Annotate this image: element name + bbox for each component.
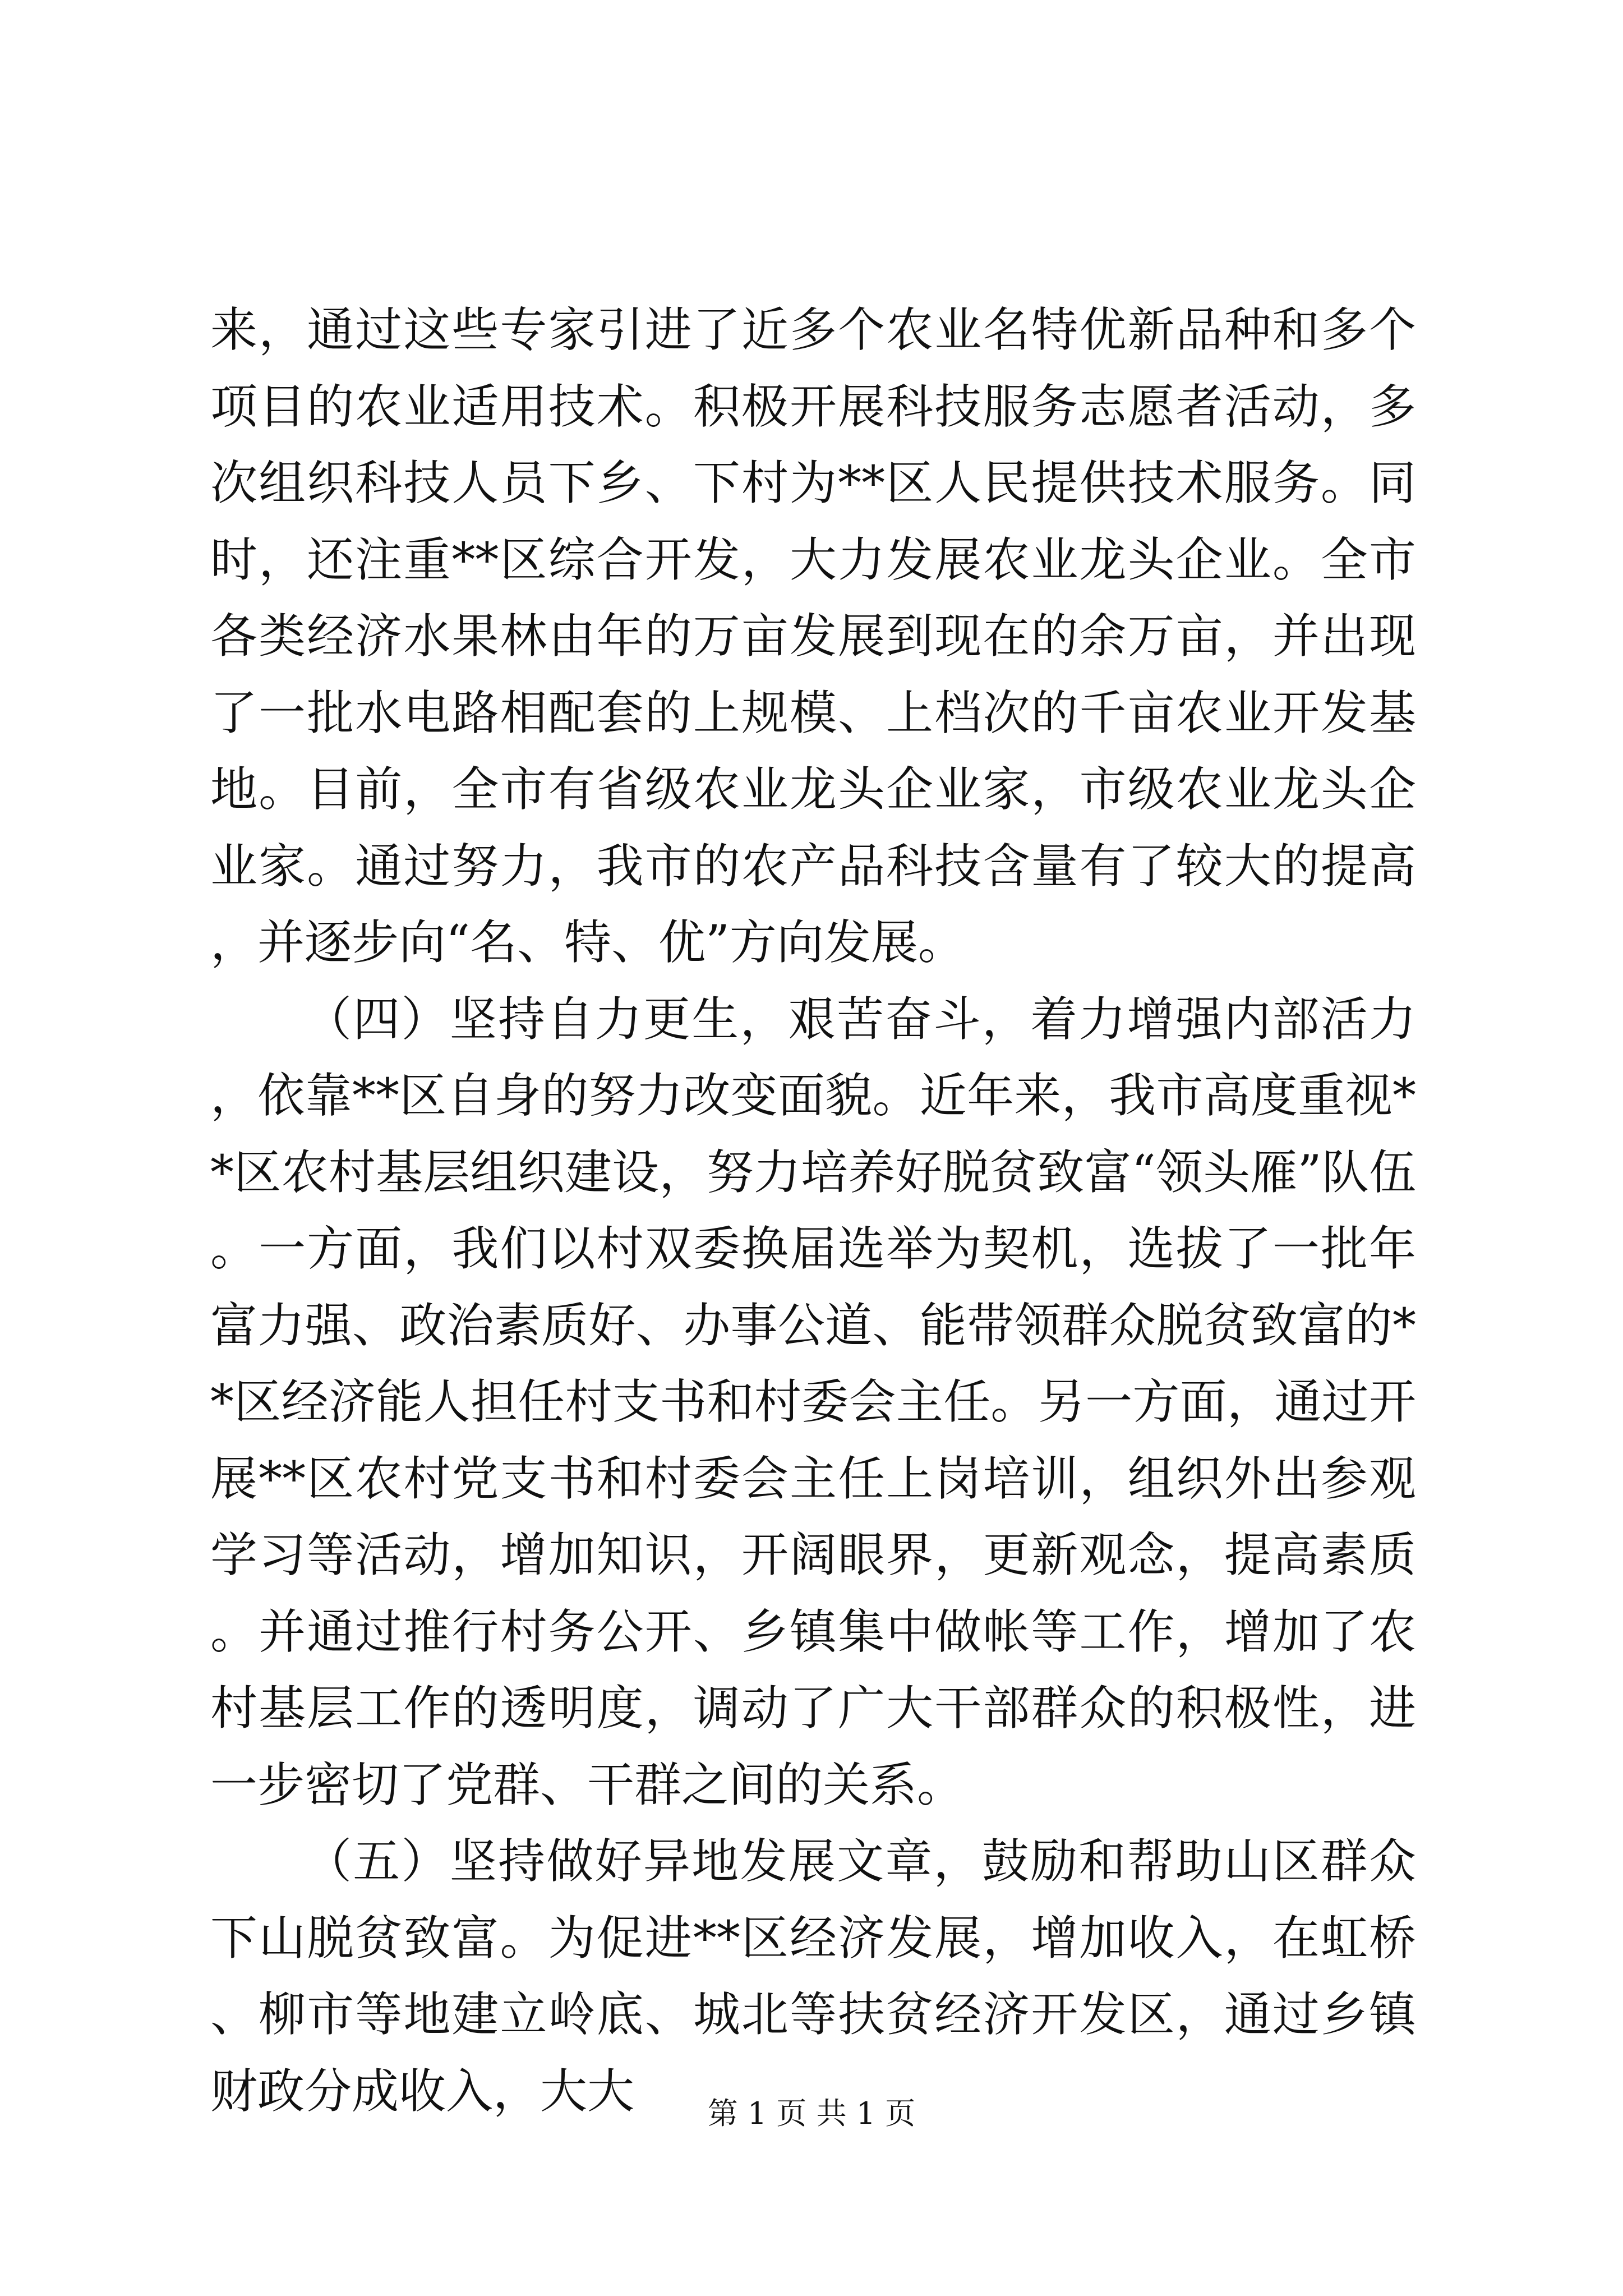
document-body — [210, 292, 1416, 2129]
paragraph-section-four: （四）坚持自力更生，艰苦奋斗，着力增强内部活力，依靠**区自身的努力改变面貌。近年来，我市高度重视**区农村基层组织建设，努力培养好脱贫致富“领头雁”队伍。一方面，我们以村双委换届选举为契机，选拔了一批年富力强、政治素质好、办事公道、能带领群众脱贫致富的**区经济能人担任村支书和村委会主任。另一方面，通过开展**区农村党支书和村委会主任上岗培训，组织外出参观学习等活动，增加知识，开阔眼界，更新观念，提高素质。并通过推行村务公开、乡镇集中做帐等工作，增加了农村基层工作的透明度，调动了广大干部群众的积极性，进一步密切了党群、干群之间的关系。 — [210, 991, 1416, 1812]
paragraph-continued: 来，通过这些专家引进了近多个农业名特优新品种和多个项目的农业适用技术。积极开展科技服务志愿者活动，多次组织科技人员下乡、下村为**区人民提供技术服务。同时，还注重**区综合开发，大力发展农业龙头企业。全市各类经济水果林由年的万亩发展到现在的余万亩，并出现了一批水电路相配套的上规模、上档次的千亩农业开发基地。目前，全市有省级农业龙头企业家，市级农业龙头企业家。通过努力，我市的农产品科技含量有了较大的提高，并逐步向“名、特、优”方向发展。 — [210, 302, 1416, 970]
paragraph-section-five: （五）坚持做好异地发展文章，鼓励和帮助山区群众下山脱贫致富。为促进**区经济发展，增加收入，在虹桥、柳市等地建立岭底、城北等扶贫经济开发区，通过乡镇财政分成收入，大大 — [210, 1834, 1416, 2119]
page-number-footer: 第 1 页 共 1 页 — [707, 2096, 916, 2131]
